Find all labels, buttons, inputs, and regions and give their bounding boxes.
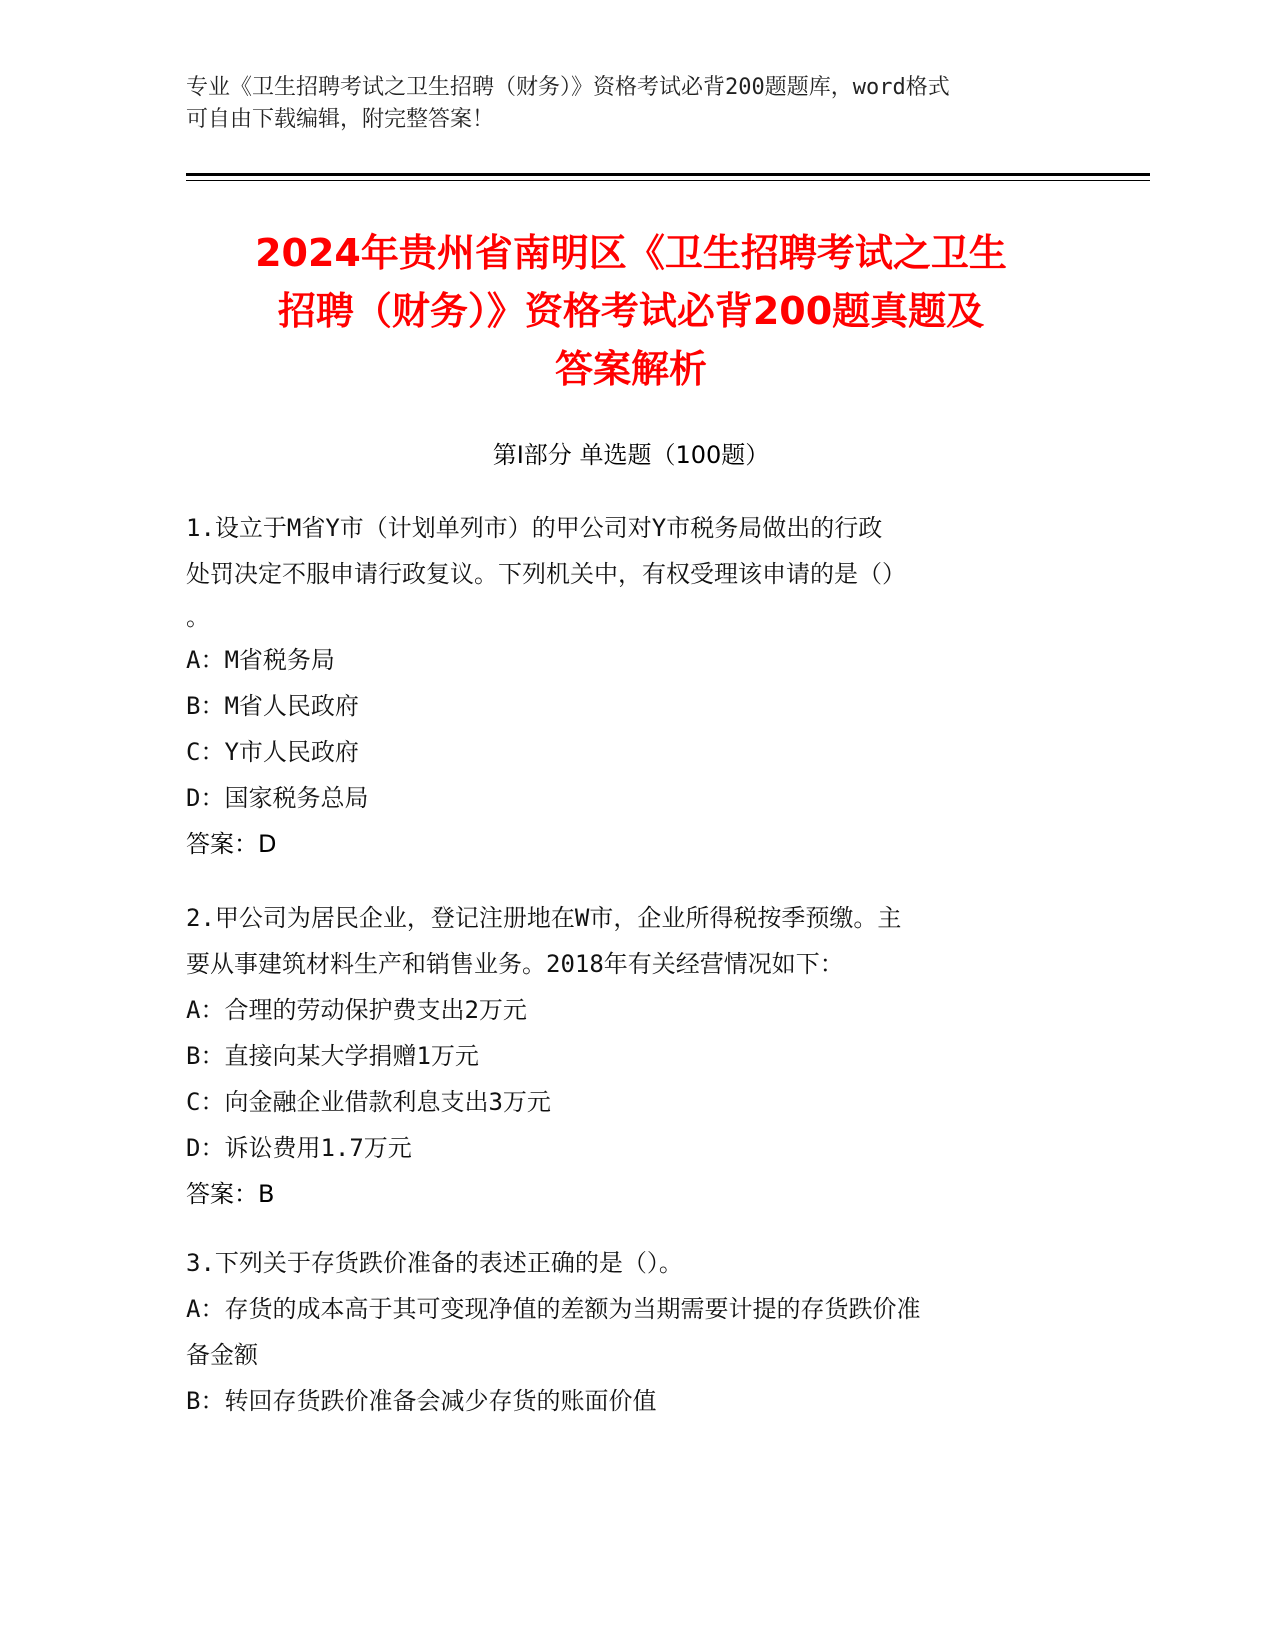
title-line: 2024年贵州省南明区《卫生招聘考试之卫生: [255, 231, 1007, 275]
question-stem-line: 1.设立于M省Y市（计划单列市）的甲公司对Y市税务局做出的行政: [186, 514, 883, 542]
answer-text: 答案：B: [186, 1180, 275, 1208]
option-a-continued: 备金额: [186, 1341, 258, 1369]
option-d: D：诉讼费用1.7万元: [186, 1134, 412, 1162]
option-b: B：M省人民政府: [186, 692, 359, 720]
header-rule-thick: [186, 173, 1150, 176]
header-note-line: 可自由下载编辑，附完整答案！: [186, 107, 495, 132]
option-d: D：国家税务总局: [186, 784, 369, 812]
option-a: A：合理的劳动保护费支出2万元: [186, 996, 527, 1024]
question-stem-line: 要从事建筑材料生产和销售业务。2018年有关经营情况如下：: [186, 950, 844, 978]
header-note: [186, 72, 1076, 136]
question-3: [186, 1240, 1076, 1424]
header-note-line: 专业《卫生招聘考试之卫生招聘（财务）》资格考试必背200题题库，word格式: [186, 75, 950, 100]
title-line: 答案解析: [554, 347, 707, 391]
question-2: [186, 895, 1076, 1217]
question-stem-line: 处罚决定不服申请行政复议。下列机关中，有权受理该申请的是（）: [186, 560, 906, 588]
header-rule-thin: [186, 180, 1150, 181]
option-a: A：M省税务局: [186, 646, 335, 674]
question-stem-line: 。: [186, 603, 210, 631]
question-stem-line: 2.甲公司为居民企业，登记注册地在W市，企业所得税按季预缴。主: [186, 904, 902, 932]
question-stem-line: 3.下列关于存货跌价准备的表述正确的是（）。: [186, 1249, 683, 1277]
section-heading: 第I部分 单选题（100题）: [492, 441, 770, 469]
option-a: A：存货的成本高于其可变现净值的差额为当期需要计提的存货跌价准: [186, 1295, 921, 1323]
document-title: [186, 224, 1076, 398]
question-1: [186, 505, 1076, 867]
option-c: C：Y市人民政府: [186, 738, 359, 766]
title-line: 招聘（财务）》资格考试必背200题真题及: [277, 289, 985, 333]
option-b: B：直接向某大学捐赠1万元: [186, 1042, 479, 1070]
option-c: C：向金融企业借款利息支出3万元: [186, 1088, 551, 1116]
option-b: B：转回存货跌价准备会减少存货的账面价值: [186, 1387, 657, 1415]
answer-text: 答案：D: [186, 830, 277, 858]
